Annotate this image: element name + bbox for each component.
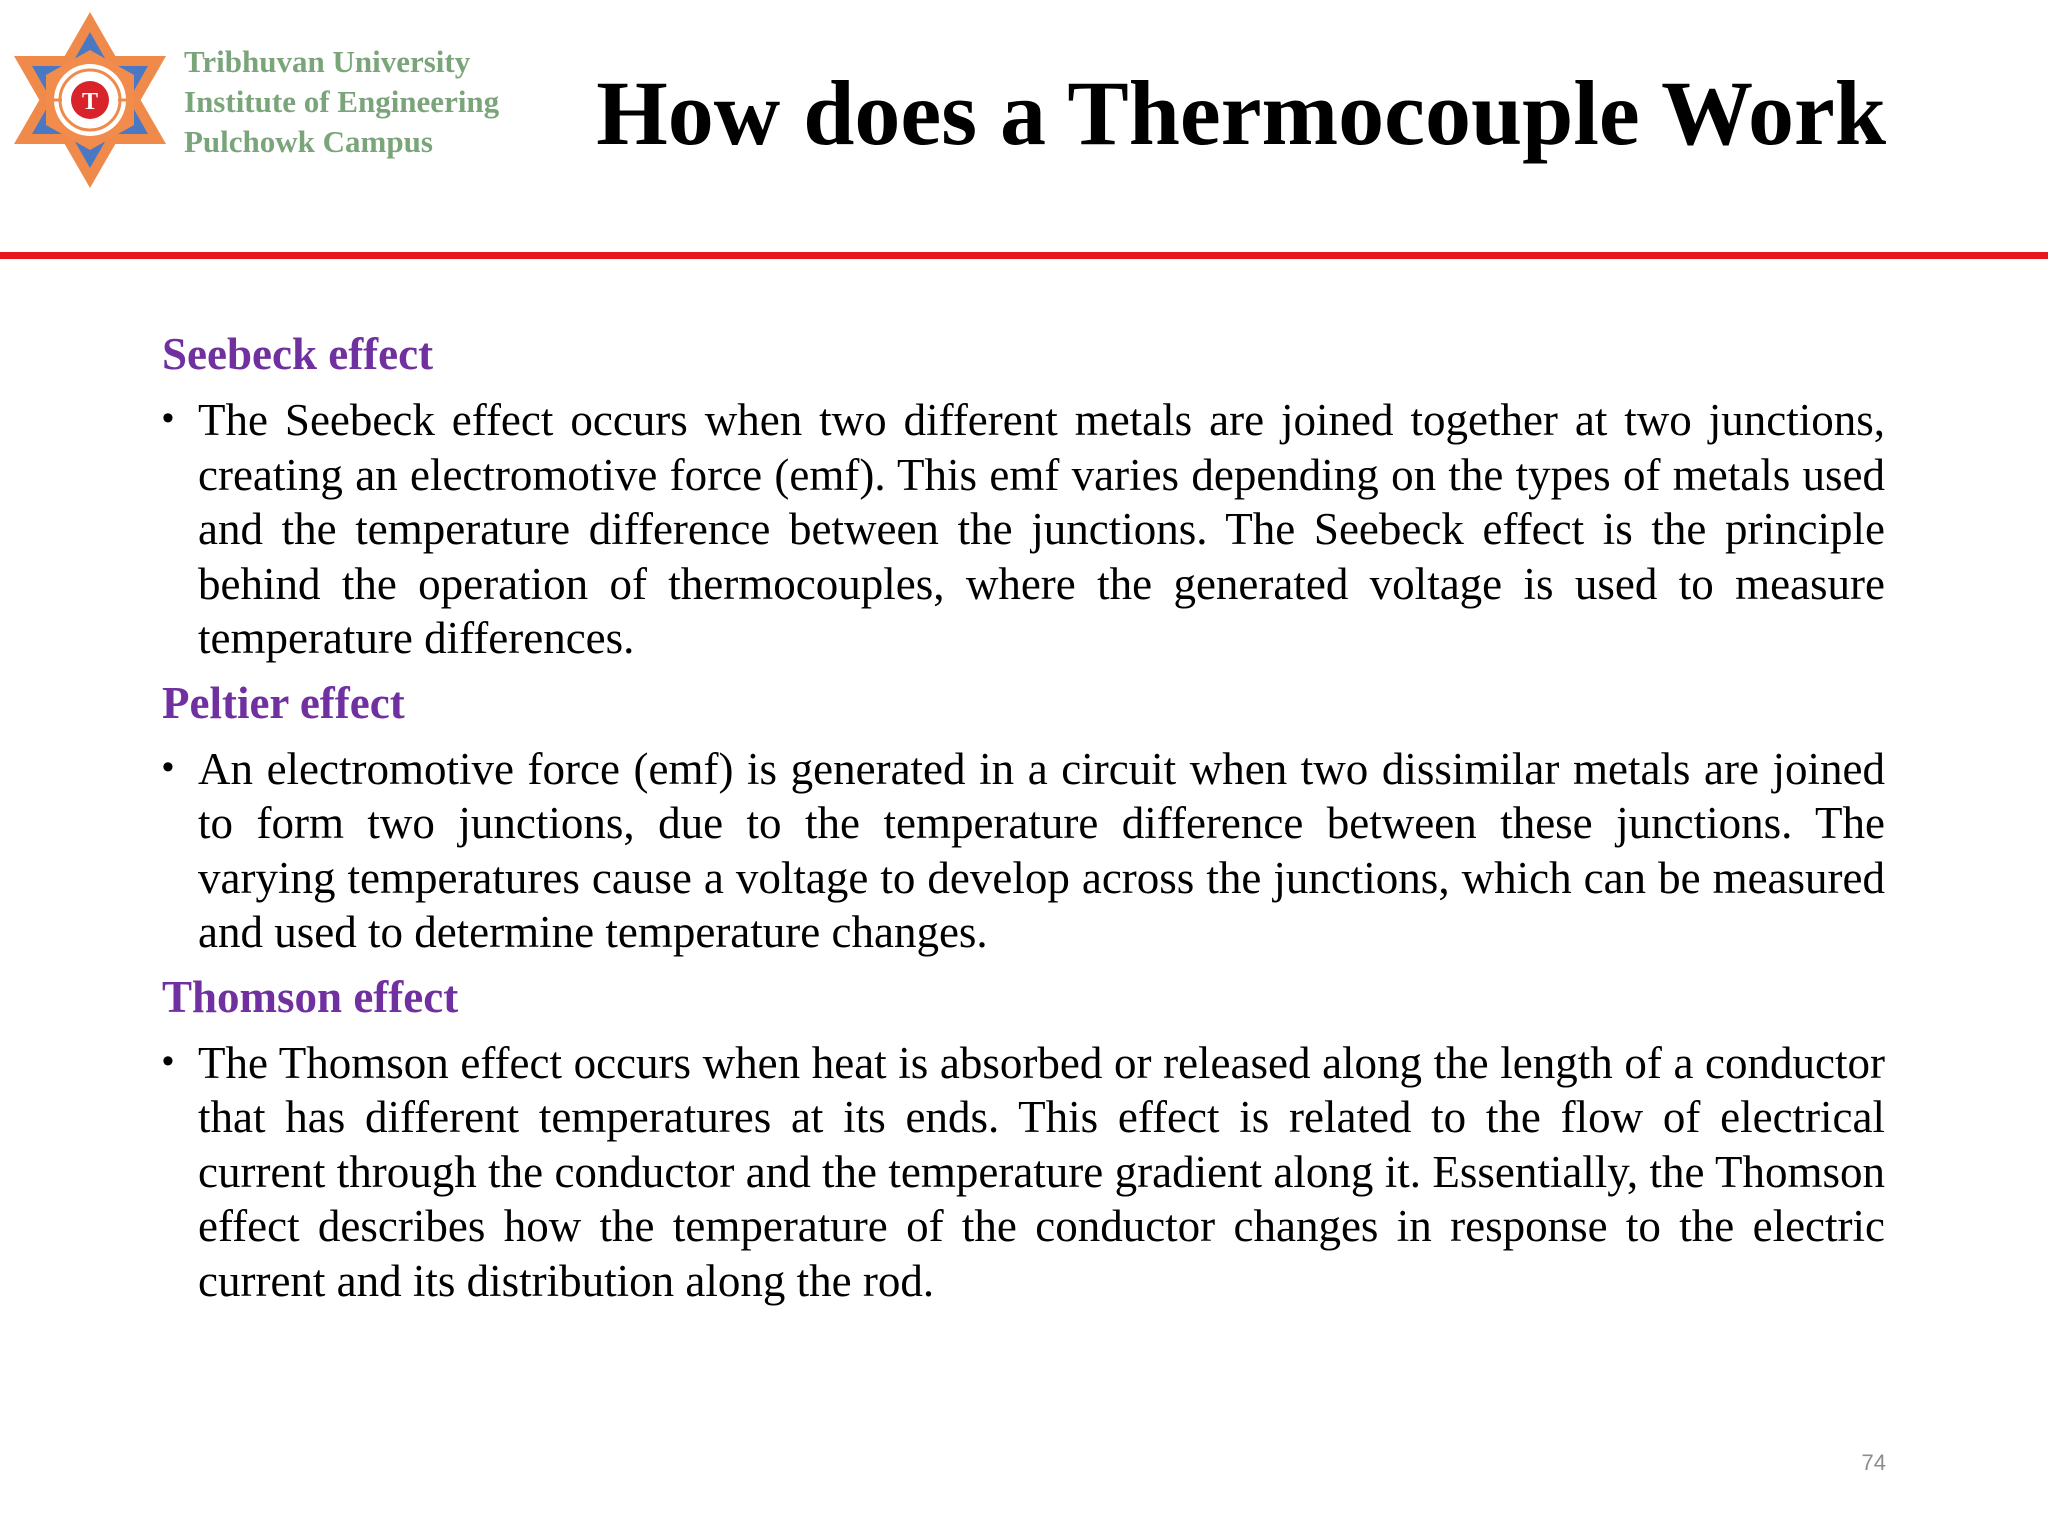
section-heading-peltier: Peltier effect (162, 677, 405, 728)
page-number: 74 (1861, 1450, 1886, 1475)
slide-title: How does a Thermocouple Work (596, 62, 1886, 164)
section-heading-seebeck: Seebeck effect (162, 329, 434, 379)
bullet-icon: • (162, 399, 174, 437)
institution-name (184, 42, 564, 162)
bullet-icon: • (162, 1041, 174, 1080)
svg-text:T: T (81, 89, 99, 115)
institution-line-campus: Pulchowk Campus (184, 124, 433, 159)
bullet-text-seebeck: The Seebeck effect occurs when two different metals are joined together at two junctions, creating an electromotive force (emf). This emf varies depending on the types of metals used and the temperature difference between the junctions. The Seebeck effect is the principle behind the operation of thermocouples, where the generated voltage is used to measure temperature differences. (198, 395, 1885, 663)
bullet-item-peltier (162, 742, 1885, 960)
bullet-text-thomson: The Thomson effect occurs when heat is absorbed or released along the length of a conductor that has different temperatures at its ends. This effect is related to the flow of electrical current through the conductor and the temperature gradient along it. Essentially, the Thomson effect describes how the temperature of the conductor changes in response to the electric current and its distribution along the rod. (198, 1037, 1885, 1306)
section-heading-thomson: Thomson effect (162, 971, 459, 1022)
tribhuvan-university-emblem-icon (10, 10, 170, 190)
header-divider (0, 252, 2048, 259)
bullet-icon: • (162, 747, 174, 786)
institution-line-university: Tribhuvan University (184, 44, 471, 79)
bullet-text-peltier: An electromotive force (emf) is generated in a circuit when two dissimilar metals are joined to form two junctions, due to the temperature difference between these junctions. The varying temperatures cause a voltage to develop across the junctions, which can be measured and used to determine temperature changes. (198, 743, 1885, 957)
slide-content (162, 325, 1885, 1316)
bullet-item-seebeck (162, 393, 1885, 666)
bullet-item-thomson (162, 1036, 1885, 1309)
institution-line-institute: Institute of Engineering (184, 84, 500, 119)
